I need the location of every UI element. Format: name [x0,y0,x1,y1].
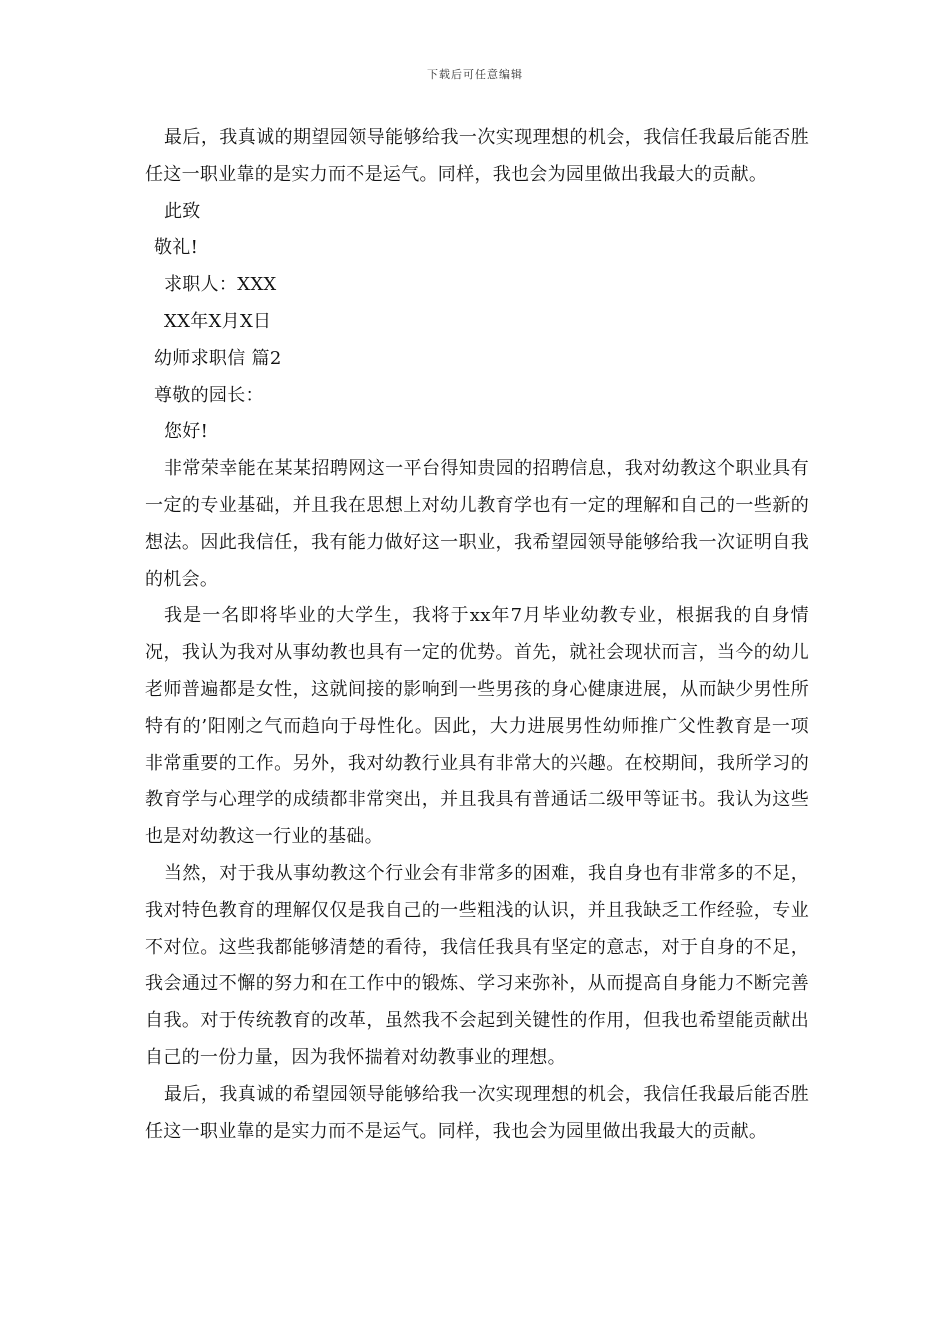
paragraph-background: 我是一名即将毕业的大学生，我将于xx年7月毕业幼教专业，根据我的自身情况，我认为我对从事幼教也具有一定的优势。首先，就社会现状而言，当今的幼儿老师普遍都是女性，这就间接的影响到一些男孩的身心健康进展，从而缺少男性所特有的’阳刚之气而趋向于母性化。因此，大力进展男性幼师推广父性教育是一项非常重要的工作。另外，我对幼教行业具有非常大的兴趣。在校期间，我所学习的教育学与心理学的成绩都非常突出，并且我具有普通话二级甲等证书。我认为这些也是对幼教这一行业的基础。 [145,605,809,848]
paragraph-closing-hope-2: 最后，我真诚的希望园领导能够给我一次实现理想的机会，我信任我最后能否胜任这一职业靠的是实力而不是运气。同样，我也会为园里做出我最大的贡献。 [145,1083,809,1142]
letter-greeting: 您好! [164,421,209,443]
paragraph-challenges: 当然，对于我从事幼教这个行业会有非常多的困难，我自身也有非常多的不足，我对特色教育的理解仅仅是我自己的一些粗浅的认识，并且我缺乏工作经验，专业不对位。这些我都能够清楚的看待，我信任我具有坚定的意志，对于自身的不足，我会通过不懈的努力和在工作中的锻炼、学习来弥补，从而提高自身能力不断完善自我。对于传统教育的改革，虽然我不会起到关键性的作用，但我也希望能贡献出自己的一份力量，因为我怀揣着对幼教事业的理想。 [145,862,809,1068]
page-header: 下载后可任意编辑 [427,68,523,81]
applicant-signature: 求职人：XXX [164,274,277,296]
letter-body [145,120,809,1150]
closing-salutation: 此致 [164,200,201,222]
letter-date: XX年X月X日 [164,310,272,332]
paragraph-closing-hope-1: 最后，我真诚的期望园领导能够给我一次实现理想的机会，我信任我最后能否胜任这一职业靠的是实力而不是运气。同样，我也会为园里做出我最大的贡献。 [145,127,809,185]
letter-salutation: 尊敬的园长： [154,384,264,406]
section-title: 幼师求职信 篇2 [154,347,282,369]
closing-regards: 敬礼! [154,237,199,259]
paragraph-intro: 非常荣幸能在某某招聘网这一平台得知贵园的招聘信息，我对幼教这个职业具有一定的专业基础，并且我在思想上对幼儿教育学也有一定的理解和自己的一些新的想法。因此我信任，我有能力做好这一职业，我希望园领导能够给我一次证明自我的机会。 [145,458,809,590]
